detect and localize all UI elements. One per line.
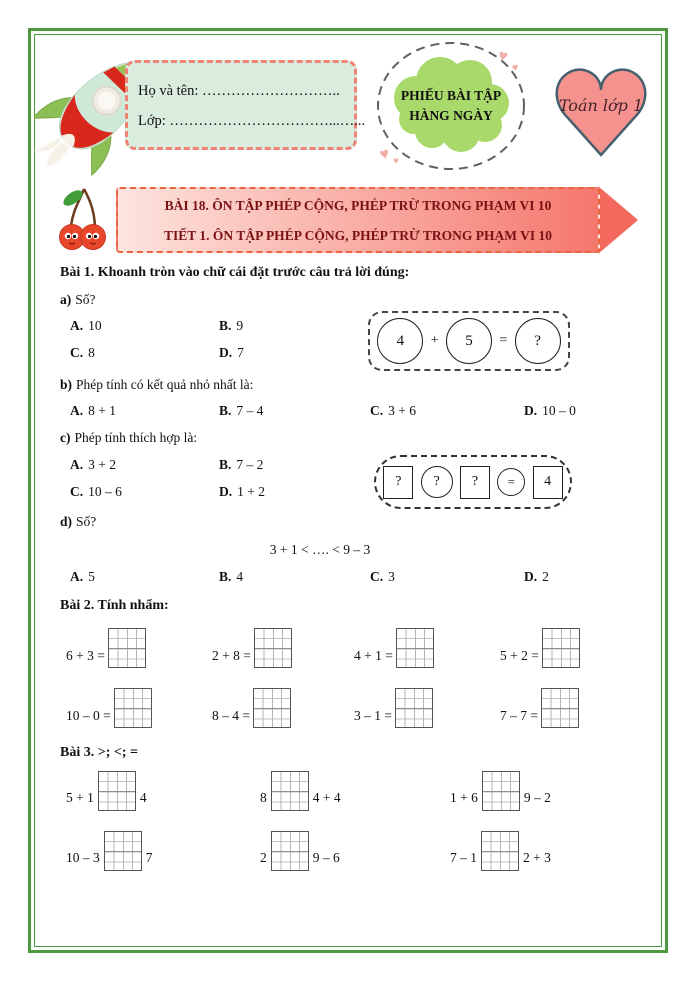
expression: 5 + 2 = bbox=[500, 648, 539, 663]
right-expression: 4 + 4 bbox=[312, 790, 341, 805]
part-b-options-row bbox=[60, 403, 620, 423]
option-c bbox=[370, 403, 416, 419]
heart-badge bbox=[538, 58, 664, 168]
figure-circle-answer: ? bbox=[515, 318, 561, 364]
answer-grid-box bbox=[254, 628, 292, 668]
answer-grid-box bbox=[396, 628, 434, 668]
option-key: A. bbox=[70, 457, 84, 472]
part-a-label: a) bbox=[60, 292, 72, 307]
option-a bbox=[70, 457, 116, 473]
option-key: A. bbox=[70, 569, 84, 584]
lesson-banner bbox=[116, 187, 600, 253]
option-value: 3 bbox=[388, 569, 395, 584]
option-key: B. bbox=[219, 318, 232, 333]
option-value: 9 bbox=[236, 318, 244, 333]
lesson-title: BÀI 18. ÔN TẬP PHÉP CỘNG, PHÉP TRỪ TRONG PHẠM VI 10 bbox=[164, 198, 552, 213]
right-expression: 4 bbox=[139, 790, 147, 805]
left-expression: 2 bbox=[260, 850, 267, 865]
compare-item bbox=[260, 831, 340, 871]
compare-item bbox=[260, 771, 341, 811]
option-b bbox=[219, 318, 243, 334]
heart-icon: ♥ bbox=[510, 61, 520, 75]
option-a bbox=[70, 318, 102, 334]
exercise3-row2 bbox=[60, 831, 640, 871]
option-key: C. bbox=[70, 345, 84, 360]
expression: 2 + 8 = bbox=[212, 648, 251, 663]
option-c bbox=[370, 569, 395, 585]
figure-circle: 5 bbox=[446, 318, 492, 364]
figure-circle: 4 bbox=[377, 318, 423, 364]
option-value: 7 – 2 bbox=[236, 457, 264, 472]
answer-grid-box bbox=[482, 771, 520, 811]
part-a-question bbox=[60, 292, 96, 308]
right-expression: 7 bbox=[145, 850, 153, 865]
answer-grid-box bbox=[541, 688, 579, 728]
banner-arrow-tip bbox=[598, 186, 638, 254]
option-b bbox=[219, 569, 243, 585]
option-key: D. bbox=[219, 345, 233, 360]
answer-grid-box bbox=[271, 771, 309, 811]
expression: 4 + 1 = bbox=[354, 648, 393, 663]
plus-operator: + bbox=[430, 333, 439, 348]
compare-item bbox=[450, 831, 551, 871]
option-key: C. bbox=[70, 484, 84, 499]
part-b-text: Phép tính có kết quả nhỏ nhất là: bbox=[76, 377, 254, 392]
answer-grid-box bbox=[108, 628, 146, 668]
answer-grid-box bbox=[253, 688, 291, 728]
expression: 6 + 3 = bbox=[66, 648, 105, 663]
equals-operator: = bbox=[499, 333, 508, 348]
option-a bbox=[70, 569, 95, 585]
exercise3-row1 bbox=[60, 771, 640, 811]
part-c-question bbox=[60, 430, 197, 446]
option-value: 10 – 0 bbox=[542, 403, 576, 418]
option-key: C. bbox=[370, 403, 384, 418]
option-key: D. bbox=[524, 569, 538, 584]
left-expression: 8 bbox=[260, 790, 267, 805]
option-value: 10 – 6 bbox=[88, 484, 122, 499]
part-a-text: Số? bbox=[75, 292, 96, 307]
option-value: 2 bbox=[542, 569, 549, 584]
answer-grid-box bbox=[271, 831, 309, 871]
compare-item bbox=[450, 771, 551, 811]
option-b bbox=[219, 457, 263, 473]
exercise2-title: Bài 2. Tính nhẩm: bbox=[60, 598, 169, 613]
option-key: D. bbox=[219, 484, 233, 499]
option-value: 10 bbox=[88, 318, 102, 333]
calc-item bbox=[354, 628, 434, 668]
badge-line2: HÀNG NGÀY bbox=[409, 108, 493, 123]
class-field: Lớp: ……………………………...…... bbox=[138, 113, 366, 129]
expression: 3 – 1 = bbox=[354, 708, 392, 723]
option-value: 1 + 2 bbox=[237, 484, 265, 499]
left-expression: 10 – 3 bbox=[66, 850, 100, 865]
option-value: 8 + 1 bbox=[88, 403, 116, 418]
calc-item bbox=[500, 628, 580, 668]
grade-label: Toán lớp 1 bbox=[558, 96, 644, 115]
option-key: D. bbox=[524, 403, 538, 418]
answer-grid-box bbox=[114, 688, 152, 728]
option-c bbox=[70, 484, 122, 500]
option-value: 5 bbox=[88, 569, 95, 584]
option-c bbox=[70, 345, 95, 361]
calc-item bbox=[212, 688, 291, 728]
answer-grid-box bbox=[542, 628, 580, 668]
calc-item bbox=[500, 688, 579, 728]
expression: 8 – 4 = bbox=[212, 708, 250, 723]
figure-circle: ? bbox=[421, 466, 453, 498]
calc-item bbox=[212, 628, 292, 668]
part-c-label: c) bbox=[60, 430, 71, 445]
option-d bbox=[524, 403, 576, 419]
figure-square: ? bbox=[460, 466, 490, 499]
part-b-label: b) bbox=[60, 377, 73, 392]
lesson-subtitle: TIẾT 1. ÔN TẬP PHÉP CỘNG, PHÉP TRỪ TRONG PHẠM VI 10 bbox=[164, 228, 552, 243]
right-expression: 9 – 2 bbox=[523, 790, 551, 805]
option-key: B. bbox=[219, 403, 232, 418]
option-value: 7 – 4 bbox=[236, 403, 264, 418]
heart-icon: ♥ bbox=[393, 156, 399, 167]
figure-square-answer: 4 bbox=[533, 466, 563, 499]
right-expression: 9 – 6 bbox=[312, 850, 340, 865]
option-d bbox=[219, 345, 244, 361]
option-d bbox=[524, 569, 549, 585]
equation-boxes-figure bbox=[374, 455, 572, 509]
student-info-box bbox=[125, 60, 366, 150]
part-d-options-row bbox=[60, 569, 620, 589]
part-d-question bbox=[60, 514, 96, 530]
answer-grid-box bbox=[104, 831, 142, 871]
expression: 7 – 7 = bbox=[500, 708, 538, 723]
left-expression: 5 + 1 bbox=[66, 790, 94, 805]
name-field: Họ và tên: ……………………….. bbox=[138, 83, 340, 99]
answer-grid-box bbox=[481, 831, 519, 871]
option-value: 4 bbox=[236, 569, 244, 584]
left-expression: 7 – 1 bbox=[450, 850, 477, 865]
option-key: A. bbox=[70, 403, 84, 418]
exercise1-title: Bài 1. Khoanh tròn vào chữ cái đặt trước câu trả lời đúng: bbox=[60, 265, 410, 280]
compare-item bbox=[66, 771, 147, 811]
calc-item bbox=[66, 688, 152, 728]
heart-icon: ♥ bbox=[496, 47, 510, 66]
option-value: 3 + 2 bbox=[88, 457, 116, 472]
part-d-label: d) bbox=[60, 514, 73, 529]
option-b bbox=[219, 403, 263, 419]
compare-item bbox=[66, 831, 153, 871]
calc-item bbox=[66, 628, 146, 668]
equals-circle: = bbox=[497, 468, 525, 496]
exercise2-row1 bbox=[60, 628, 640, 668]
calc-item bbox=[354, 688, 433, 728]
option-d bbox=[219, 484, 265, 500]
option-a bbox=[70, 403, 116, 419]
addition-circles-figure bbox=[368, 311, 570, 371]
exercise2-row2 bbox=[60, 688, 640, 728]
answer-grid-box bbox=[98, 771, 136, 811]
left-expression: 1 + 6 bbox=[450, 790, 478, 805]
answer-grid-box bbox=[395, 688, 433, 728]
part-d-text: Số? bbox=[76, 514, 97, 529]
heart-icon: ♥ bbox=[377, 145, 392, 164]
option-value: 8 bbox=[88, 345, 95, 360]
right-expression: 2 + 3 bbox=[523, 850, 551, 865]
option-value: 7 bbox=[237, 345, 244, 360]
option-key: B. bbox=[219, 569, 232, 584]
badge-line1: PHIẾU BÀI TẬP bbox=[400, 88, 502, 103]
part-d-equation: 3 + 1 < …. < 9 – 3 bbox=[269, 542, 371, 557]
part-b-question bbox=[60, 377, 253, 393]
expression: 10 – 0 = bbox=[66, 708, 111, 723]
option-key: B. bbox=[219, 457, 232, 472]
option-key: C. bbox=[370, 569, 384, 584]
option-key: A. bbox=[70, 318, 84, 333]
exercise3-title: Bài 3. >; <; = bbox=[60, 745, 138, 760]
part-c-text: Phép tính thích hợp là: bbox=[74, 430, 198, 445]
option-value: 3 + 6 bbox=[388, 403, 416, 418]
figure-square: ? bbox=[383, 466, 413, 499]
cherry-icon bbox=[58, 184, 108, 256]
